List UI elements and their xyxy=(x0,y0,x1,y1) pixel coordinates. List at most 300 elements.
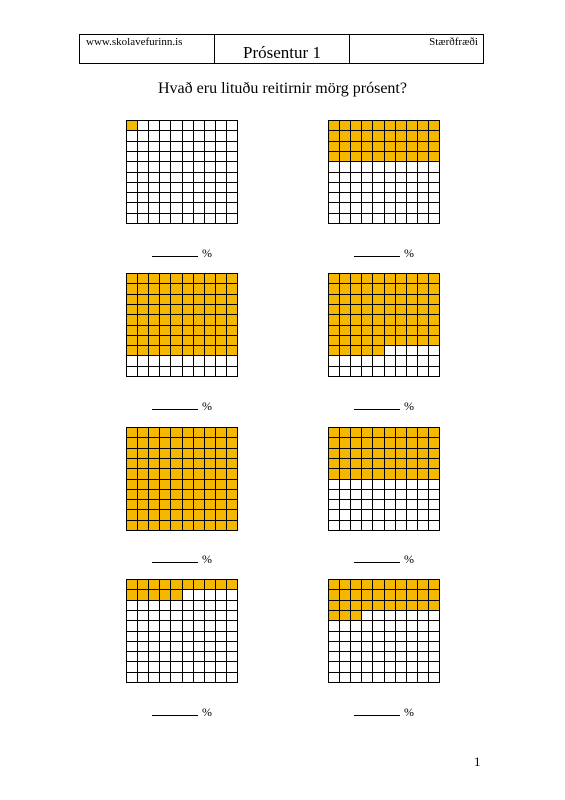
empty-square xyxy=(138,121,149,131)
filled-square xyxy=(340,449,351,459)
empty-square xyxy=(127,162,138,172)
exercise-grid xyxy=(126,120,238,224)
filled-square xyxy=(227,490,238,500)
filled-square xyxy=(340,131,351,141)
subject-label: Stærðfræði xyxy=(429,36,478,48)
filled-square xyxy=(171,580,182,590)
empty-square xyxy=(138,356,149,366)
filled-square xyxy=(138,346,149,356)
filled-square xyxy=(373,459,384,469)
filled-square xyxy=(329,326,340,336)
empty-square xyxy=(138,673,149,683)
empty-square xyxy=(418,500,429,510)
filled-square xyxy=(340,295,351,305)
empty-square xyxy=(418,490,429,500)
answer-blank[interactable] xyxy=(152,246,198,257)
filled-square xyxy=(362,346,373,356)
empty-square xyxy=(429,673,440,683)
empty-square xyxy=(418,611,429,621)
answer-line[interactable] xyxy=(126,705,238,720)
filled-square xyxy=(329,315,340,325)
empty-square xyxy=(329,173,340,183)
empty-square xyxy=(385,500,396,510)
empty-square xyxy=(407,193,418,203)
empty-square xyxy=(396,673,407,683)
filled-square xyxy=(418,305,429,315)
empty-square xyxy=(418,642,429,652)
filled-square xyxy=(362,305,373,315)
filled-square xyxy=(194,449,205,459)
empty-square xyxy=(373,490,384,500)
empty-square xyxy=(171,621,182,631)
filled-square xyxy=(385,284,396,294)
filled-square xyxy=(216,469,227,479)
empty-square xyxy=(407,521,418,531)
filled-square xyxy=(351,274,362,284)
empty-square xyxy=(418,203,429,213)
empty-square xyxy=(407,356,418,366)
filled-square xyxy=(407,274,418,284)
filled-square xyxy=(418,121,429,131)
empty-square xyxy=(385,521,396,531)
empty-square xyxy=(407,652,418,662)
empty-square xyxy=(429,183,440,193)
empty-square xyxy=(138,621,149,631)
filled-square xyxy=(329,601,340,611)
empty-square xyxy=(429,490,440,500)
filled-square xyxy=(183,480,194,490)
filled-square xyxy=(396,469,407,479)
filled-square xyxy=(227,580,238,590)
empty-square xyxy=(362,611,373,621)
empty-square xyxy=(194,611,205,621)
answer-line[interactable] xyxy=(126,246,238,261)
filled-square xyxy=(194,336,205,346)
header-title-cell xyxy=(215,35,350,63)
empty-square xyxy=(407,621,418,631)
percent-sign: % xyxy=(404,552,414,566)
empty-square xyxy=(407,673,418,683)
filled-square xyxy=(160,580,171,590)
filled-square xyxy=(340,274,351,284)
empty-square xyxy=(149,121,160,131)
filled-square xyxy=(329,121,340,131)
filled-square xyxy=(160,428,171,438)
empty-square xyxy=(407,346,418,356)
empty-square xyxy=(351,652,362,662)
answer-blank[interactable] xyxy=(152,552,198,563)
filled-square xyxy=(149,480,160,490)
filled-square xyxy=(429,142,440,152)
header-subject-cell xyxy=(350,35,483,63)
filled-square xyxy=(216,295,227,305)
filled-square xyxy=(171,428,182,438)
empty-square xyxy=(429,611,440,621)
filled-square xyxy=(194,500,205,510)
empty-square xyxy=(396,632,407,642)
filled-square xyxy=(396,459,407,469)
filled-square xyxy=(194,469,205,479)
empty-square xyxy=(385,673,396,683)
filled-square xyxy=(183,469,194,479)
answer-blank[interactable] xyxy=(354,399,400,410)
empty-square xyxy=(407,162,418,172)
answer-line[interactable] xyxy=(328,246,440,261)
empty-square xyxy=(216,356,227,366)
empty-square xyxy=(373,173,384,183)
empty-square xyxy=(149,203,160,213)
filled-square xyxy=(385,459,396,469)
filled-square xyxy=(149,449,160,459)
filled-square xyxy=(418,315,429,325)
filled-square xyxy=(362,590,373,600)
filled-square xyxy=(138,326,149,336)
empty-square xyxy=(138,131,149,141)
empty-square xyxy=(418,183,429,193)
filled-square xyxy=(205,469,216,479)
filled-square xyxy=(138,590,149,600)
empty-square xyxy=(429,162,440,172)
filled-square xyxy=(138,295,149,305)
worksheet-title: Prósentur 1 xyxy=(243,43,321,62)
empty-square xyxy=(194,193,205,203)
filled-square xyxy=(351,336,362,346)
filled-square xyxy=(127,295,138,305)
empty-square xyxy=(216,590,227,600)
filled-square xyxy=(194,490,205,500)
filled-square xyxy=(127,346,138,356)
filled-square xyxy=(385,305,396,315)
empty-square xyxy=(329,673,340,683)
empty-square xyxy=(127,642,138,652)
filled-square xyxy=(183,428,194,438)
answer-line[interactable] xyxy=(126,552,238,567)
empty-square xyxy=(407,662,418,672)
filled-square xyxy=(160,274,171,284)
website-label: www.skolavefurinn.is xyxy=(86,36,183,48)
filled-square xyxy=(127,449,138,459)
empty-square xyxy=(183,367,194,377)
empty-square xyxy=(227,121,238,131)
empty-square xyxy=(183,601,194,611)
answer-line[interactable] xyxy=(126,399,238,414)
filled-square xyxy=(216,428,227,438)
filled-square xyxy=(194,459,205,469)
empty-square xyxy=(194,142,205,152)
filled-square xyxy=(362,469,373,479)
filled-square xyxy=(373,305,384,315)
filled-square xyxy=(373,131,384,141)
filled-square xyxy=(373,580,384,590)
filled-square xyxy=(160,521,171,531)
empty-square xyxy=(362,173,373,183)
empty-square xyxy=(362,490,373,500)
filled-square xyxy=(149,336,160,346)
filled-square xyxy=(205,438,216,448)
empty-square xyxy=(160,367,171,377)
filled-square xyxy=(216,438,227,448)
filled-square xyxy=(329,142,340,152)
filled-square xyxy=(216,449,227,459)
empty-square xyxy=(385,193,396,203)
filled-square xyxy=(183,284,194,294)
empty-square xyxy=(127,203,138,213)
empty-square xyxy=(227,203,238,213)
empty-square xyxy=(340,367,351,377)
filled-square xyxy=(138,500,149,510)
filled-square xyxy=(183,580,194,590)
empty-square xyxy=(362,183,373,193)
filled-square xyxy=(407,469,418,479)
empty-square xyxy=(183,142,194,152)
empty-square xyxy=(329,214,340,224)
empty-square xyxy=(149,642,160,652)
empty-square xyxy=(429,621,440,631)
empty-square xyxy=(429,356,440,366)
empty-square xyxy=(227,642,238,652)
filled-square xyxy=(183,500,194,510)
empty-square xyxy=(160,632,171,642)
filled-square xyxy=(373,438,384,448)
empty-square xyxy=(396,480,407,490)
filled-square xyxy=(362,459,373,469)
empty-square xyxy=(227,152,238,162)
empty-square xyxy=(418,193,429,203)
filled-square xyxy=(194,295,205,305)
empty-square xyxy=(205,131,216,141)
filled-square xyxy=(407,295,418,305)
empty-square xyxy=(385,480,396,490)
empty-square xyxy=(171,356,182,366)
empty-square xyxy=(160,673,171,683)
filled-square xyxy=(340,601,351,611)
empty-square xyxy=(171,214,182,224)
filled-square xyxy=(373,142,384,152)
empty-square xyxy=(407,367,418,377)
empty-square xyxy=(351,490,362,500)
empty-square xyxy=(418,346,429,356)
filled-square xyxy=(362,131,373,141)
filled-square xyxy=(138,521,149,531)
empty-square xyxy=(373,480,384,490)
percent-sign: % xyxy=(404,705,414,719)
filled-square xyxy=(407,305,418,315)
answer-line[interactable] xyxy=(328,552,440,567)
filled-square xyxy=(385,142,396,152)
empty-square xyxy=(183,652,194,662)
empty-square xyxy=(396,214,407,224)
empty-square xyxy=(149,632,160,642)
percent-sign: % xyxy=(202,705,212,719)
empty-square xyxy=(127,611,138,621)
filled-square xyxy=(149,500,160,510)
empty-square xyxy=(396,183,407,193)
filled-square xyxy=(171,305,182,315)
filled-square xyxy=(396,428,407,438)
answer-blank[interactable] xyxy=(354,705,400,716)
empty-square xyxy=(362,480,373,490)
empty-square xyxy=(171,632,182,642)
answer-blank[interactable] xyxy=(354,552,400,563)
filled-square xyxy=(429,590,440,600)
empty-square xyxy=(227,611,238,621)
filled-square xyxy=(138,490,149,500)
answer-line[interactable] xyxy=(328,399,440,414)
filled-square xyxy=(373,336,384,346)
filled-square xyxy=(216,305,227,315)
question-text: Hvað eru lituðu reitirnir mörg prósent? xyxy=(158,80,407,97)
answer-blank[interactable] xyxy=(354,246,400,257)
filled-square xyxy=(183,315,194,325)
empty-square xyxy=(429,203,440,213)
filled-square xyxy=(127,480,138,490)
empty-square xyxy=(194,673,205,683)
empty-square xyxy=(329,652,340,662)
filled-square xyxy=(183,295,194,305)
filled-square xyxy=(160,459,171,469)
filled-square xyxy=(396,580,407,590)
empty-square xyxy=(138,162,149,172)
empty-square xyxy=(149,621,160,631)
empty-square xyxy=(396,611,407,621)
empty-square xyxy=(216,214,227,224)
answer-blank[interactable] xyxy=(152,399,198,410)
empty-square xyxy=(127,152,138,162)
filled-square xyxy=(329,131,340,141)
empty-square xyxy=(205,162,216,172)
empty-square xyxy=(385,632,396,642)
answer-line[interactable] xyxy=(328,705,440,720)
empty-square xyxy=(340,510,351,520)
empty-square xyxy=(362,367,373,377)
filled-square xyxy=(385,121,396,131)
filled-square xyxy=(138,336,149,346)
filled-square xyxy=(362,326,373,336)
empty-square xyxy=(385,346,396,356)
filled-square xyxy=(227,336,238,346)
filled-square xyxy=(385,580,396,590)
empty-square xyxy=(216,142,227,152)
filled-square xyxy=(373,469,384,479)
empty-square xyxy=(385,214,396,224)
empty-square xyxy=(227,601,238,611)
filled-square xyxy=(205,449,216,459)
empty-square xyxy=(351,193,362,203)
empty-square xyxy=(396,490,407,500)
empty-square xyxy=(418,214,429,224)
empty-square xyxy=(171,601,182,611)
filled-square xyxy=(418,469,429,479)
empty-square xyxy=(351,642,362,652)
empty-square xyxy=(362,642,373,652)
filled-square xyxy=(127,438,138,448)
empty-square xyxy=(216,632,227,642)
empty-square xyxy=(149,601,160,611)
exercise-grid xyxy=(126,273,238,377)
empty-square xyxy=(340,203,351,213)
filled-square xyxy=(205,580,216,590)
empty-square xyxy=(127,356,138,366)
filled-square xyxy=(138,510,149,520)
filled-square xyxy=(138,438,149,448)
empty-square xyxy=(351,510,362,520)
filled-square xyxy=(227,274,238,284)
empty-square xyxy=(329,521,340,531)
filled-square xyxy=(429,295,440,305)
filled-square xyxy=(205,336,216,346)
filled-square xyxy=(216,490,227,500)
empty-square xyxy=(329,642,340,652)
empty-square xyxy=(138,611,149,621)
empty-square xyxy=(149,367,160,377)
empty-square xyxy=(351,356,362,366)
empty-square xyxy=(418,652,429,662)
filled-square xyxy=(362,284,373,294)
empty-square xyxy=(396,173,407,183)
answer-blank[interactable] xyxy=(152,705,198,716)
empty-square xyxy=(351,673,362,683)
empty-square xyxy=(138,642,149,652)
filled-square xyxy=(149,438,160,448)
empty-square xyxy=(149,673,160,683)
empty-square xyxy=(340,621,351,631)
filled-square xyxy=(216,480,227,490)
empty-square xyxy=(362,193,373,203)
filled-square xyxy=(149,469,160,479)
filled-square xyxy=(216,500,227,510)
empty-square xyxy=(227,652,238,662)
empty-square xyxy=(385,611,396,621)
empty-square xyxy=(194,203,205,213)
empty-square xyxy=(429,214,440,224)
empty-square xyxy=(373,214,384,224)
filled-square xyxy=(171,590,182,600)
percent-sign: % xyxy=(202,552,212,566)
filled-square xyxy=(418,326,429,336)
filled-square xyxy=(396,305,407,315)
empty-square xyxy=(418,673,429,683)
filled-square xyxy=(340,438,351,448)
empty-square xyxy=(160,203,171,213)
empty-square xyxy=(418,162,429,172)
empty-square xyxy=(160,662,171,672)
empty-square xyxy=(418,621,429,631)
empty-square xyxy=(127,632,138,642)
empty-square xyxy=(216,121,227,131)
filled-square xyxy=(127,521,138,531)
empty-square xyxy=(418,510,429,520)
filled-square xyxy=(340,326,351,336)
filled-square xyxy=(340,580,351,590)
empty-square xyxy=(171,673,182,683)
filled-square xyxy=(138,284,149,294)
filled-square xyxy=(329,459,340,469)
empty-square xyxy=(385,367,396,377)
empty-square xyxy=(227,367,238,377)
filled-square xyxy=(329,580,340,590)
filled-square xyxy=(194,284,205,294)
filled-square xyxy=(227,346,238,356)
filled-square xyxy=(351,326,362,336)
filled-square xyxy=(171,336,182,346)
empty-square xyxy=(351,214,362,224)
filled-square xyxy=(227,459,238,469)
filled-square xyxy=(127,510,138,520)
filled-square xyxy=(171,469,182,479)
filled-square xyxy=(205,284,216,294)
empty-square xyxy=(194,173,205,183)
empty-square xyxy=(407,203,418,213)
